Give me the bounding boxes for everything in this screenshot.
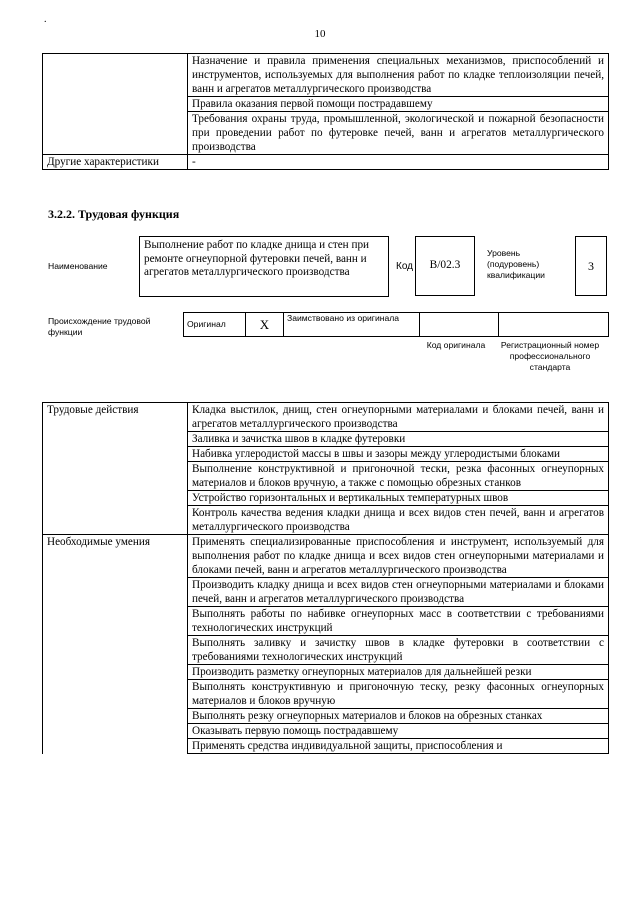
reg-number-label: Регистрационный номер профессионального стандарта: [500, 340, 600, 372]
corner-mark: .: [44, 14, 47, 25]
table-row: [43, 54, 609, 97]
code-original-label: Код оригинала: [426, 340, 486, 350]
code-value-box: B/02.3: [415, 236, 475, 296]
name-label: Наименование: [48, 261, 108, 271]
borrowed-label: Заимствовано из оригинала: [284, 313, 420, 337]
origin-label: Происхождение трудовой функции: [48, 316, 151, 337]
table-row: [43, 535, 609, 578]
table-cell: Набивка углеродистой массы в швы и зазоры между углеродистыми блоками: [188, 447, 609, 462]
table-cell: Кладка выстилок, днищ, стен огнеупорными материалами и блоками печей, ванн и агрегатов металлургического производства: [188, 403, 609, 432]
original-label: Оригинал: [184, 313, 246, 337]
table-cell: Правила оказания первой помощи пострадавшему: [188, 97, 609, 112]
function-name-box: Выполнение работ по кладке днища и стен при ремонте огнеупорной футеровки печей, ванн и агрегатов металлургического производства: [139, 236, 389, 297]
table-row: [43, 403, 609, 432]
table-cell: Выполнять заливку и зачистку швов в кладке футеровки в соответствии с требованиями технологических инструкций: [188, 636, 609, 665]
page-number: 10: [314, 28, 326, 40]
table-cell: Заливка и зачистка швов в кладке футеровки: [188, 432, 609, 447]
code-original-cell: [420, 313, 499, 337]
table-cell: Назначение и правила применения специальных механизмов, приспособлений и инструментов, используемых для выполнения работ по кладке теплоизоляции печей, ванн и агрегатов металлургического производства: [188, 54, 609, 97]
group-label: Необходимые умения: [43, 535, 188, 754]
table-cell: Производить кладку днища и всех видов стен огнеупорными материалами и блоками печей, ванн и агрегатов металлургического производства: [188, 578, 609, 607]
table-cell: Производить разметку огнеупорных материалов для дальнейшей резки: [188, 665, 609, 680]
table-cell: Выполнять работы по набивке огнеупорных масс в соответствии с требованиями технологических инструкций: [188, 607, 609, 636]
reg-number-cell: [499, 313, 609, 337]
table-cell: Устройство горизонтальных и вертикальных температурных швов: [188, 491, 609, 506]
top-table: [42, 53, 609, 170]
group-label: Трудовые действия: [43, 403, 188, 535]
original-mark: X: [246, 313, 284, 337]
table-cell: Применять специализированные приспособления и инструмент, используемый для выполнения работ по кладке днища и всех видов стен огнеупорными материалами и блоками печей, ванн и агрегатов металлургического производства: [188, 535, 609, 578]
table-cell: Выполнение конструктивной и пригоночной тески, резка фасонных огнеупорных материалов и блоков вручную, а также с помощью обрезных станков: [188, 462, 609, 491]
main-table: [42, 402, 609, 754]
level-label: Уровень (подуровень) квалификации: [487, 248, 545, 280]
table-cell: Выполнять конструктивную и пригоночную теску, резку фасонных огнеупорных материалов и блоков вручную: [188, 680, 609, 709]
row-label: [43, 54, 188, 155]
table-cell: -: [188, 155, 609, 170]
code-label: Код: [396, 261, 414, 272]
level-value-box: 3: [575, 236, 607, 296]
origin-table: [183, 312, 609, 337]
table-row: [43, 155, 609, 170]
section-title: 3.2.2. Трудовая функция: [48, 207, 180, 221]
table-cell: Оказывать первую помощь пострадавшему: [188, 724, 609, 739]
table-cell: Выполнять резку огнеупорных материалов и блоков на обрезных станках: [188, 709, 609, 724]
table-cell: Контроль качества ведения кладки днища и всех видов стен печей, ванн и агрегатов металлургического производства: [188, 506, 609, 535]
table-cell: Применять средства индивидуальной защиты, приспособления и: [188, 739, 609, 754]
table-cell: Требования охраны труда, промышленной, экологической и пожарной безопасности при проведении работ по футеровке печей, ванн и агрегатов металлургического производства: [188, 112, 609, 155]
row-label: Другие характеристики: [43, 155, 188, 170]
